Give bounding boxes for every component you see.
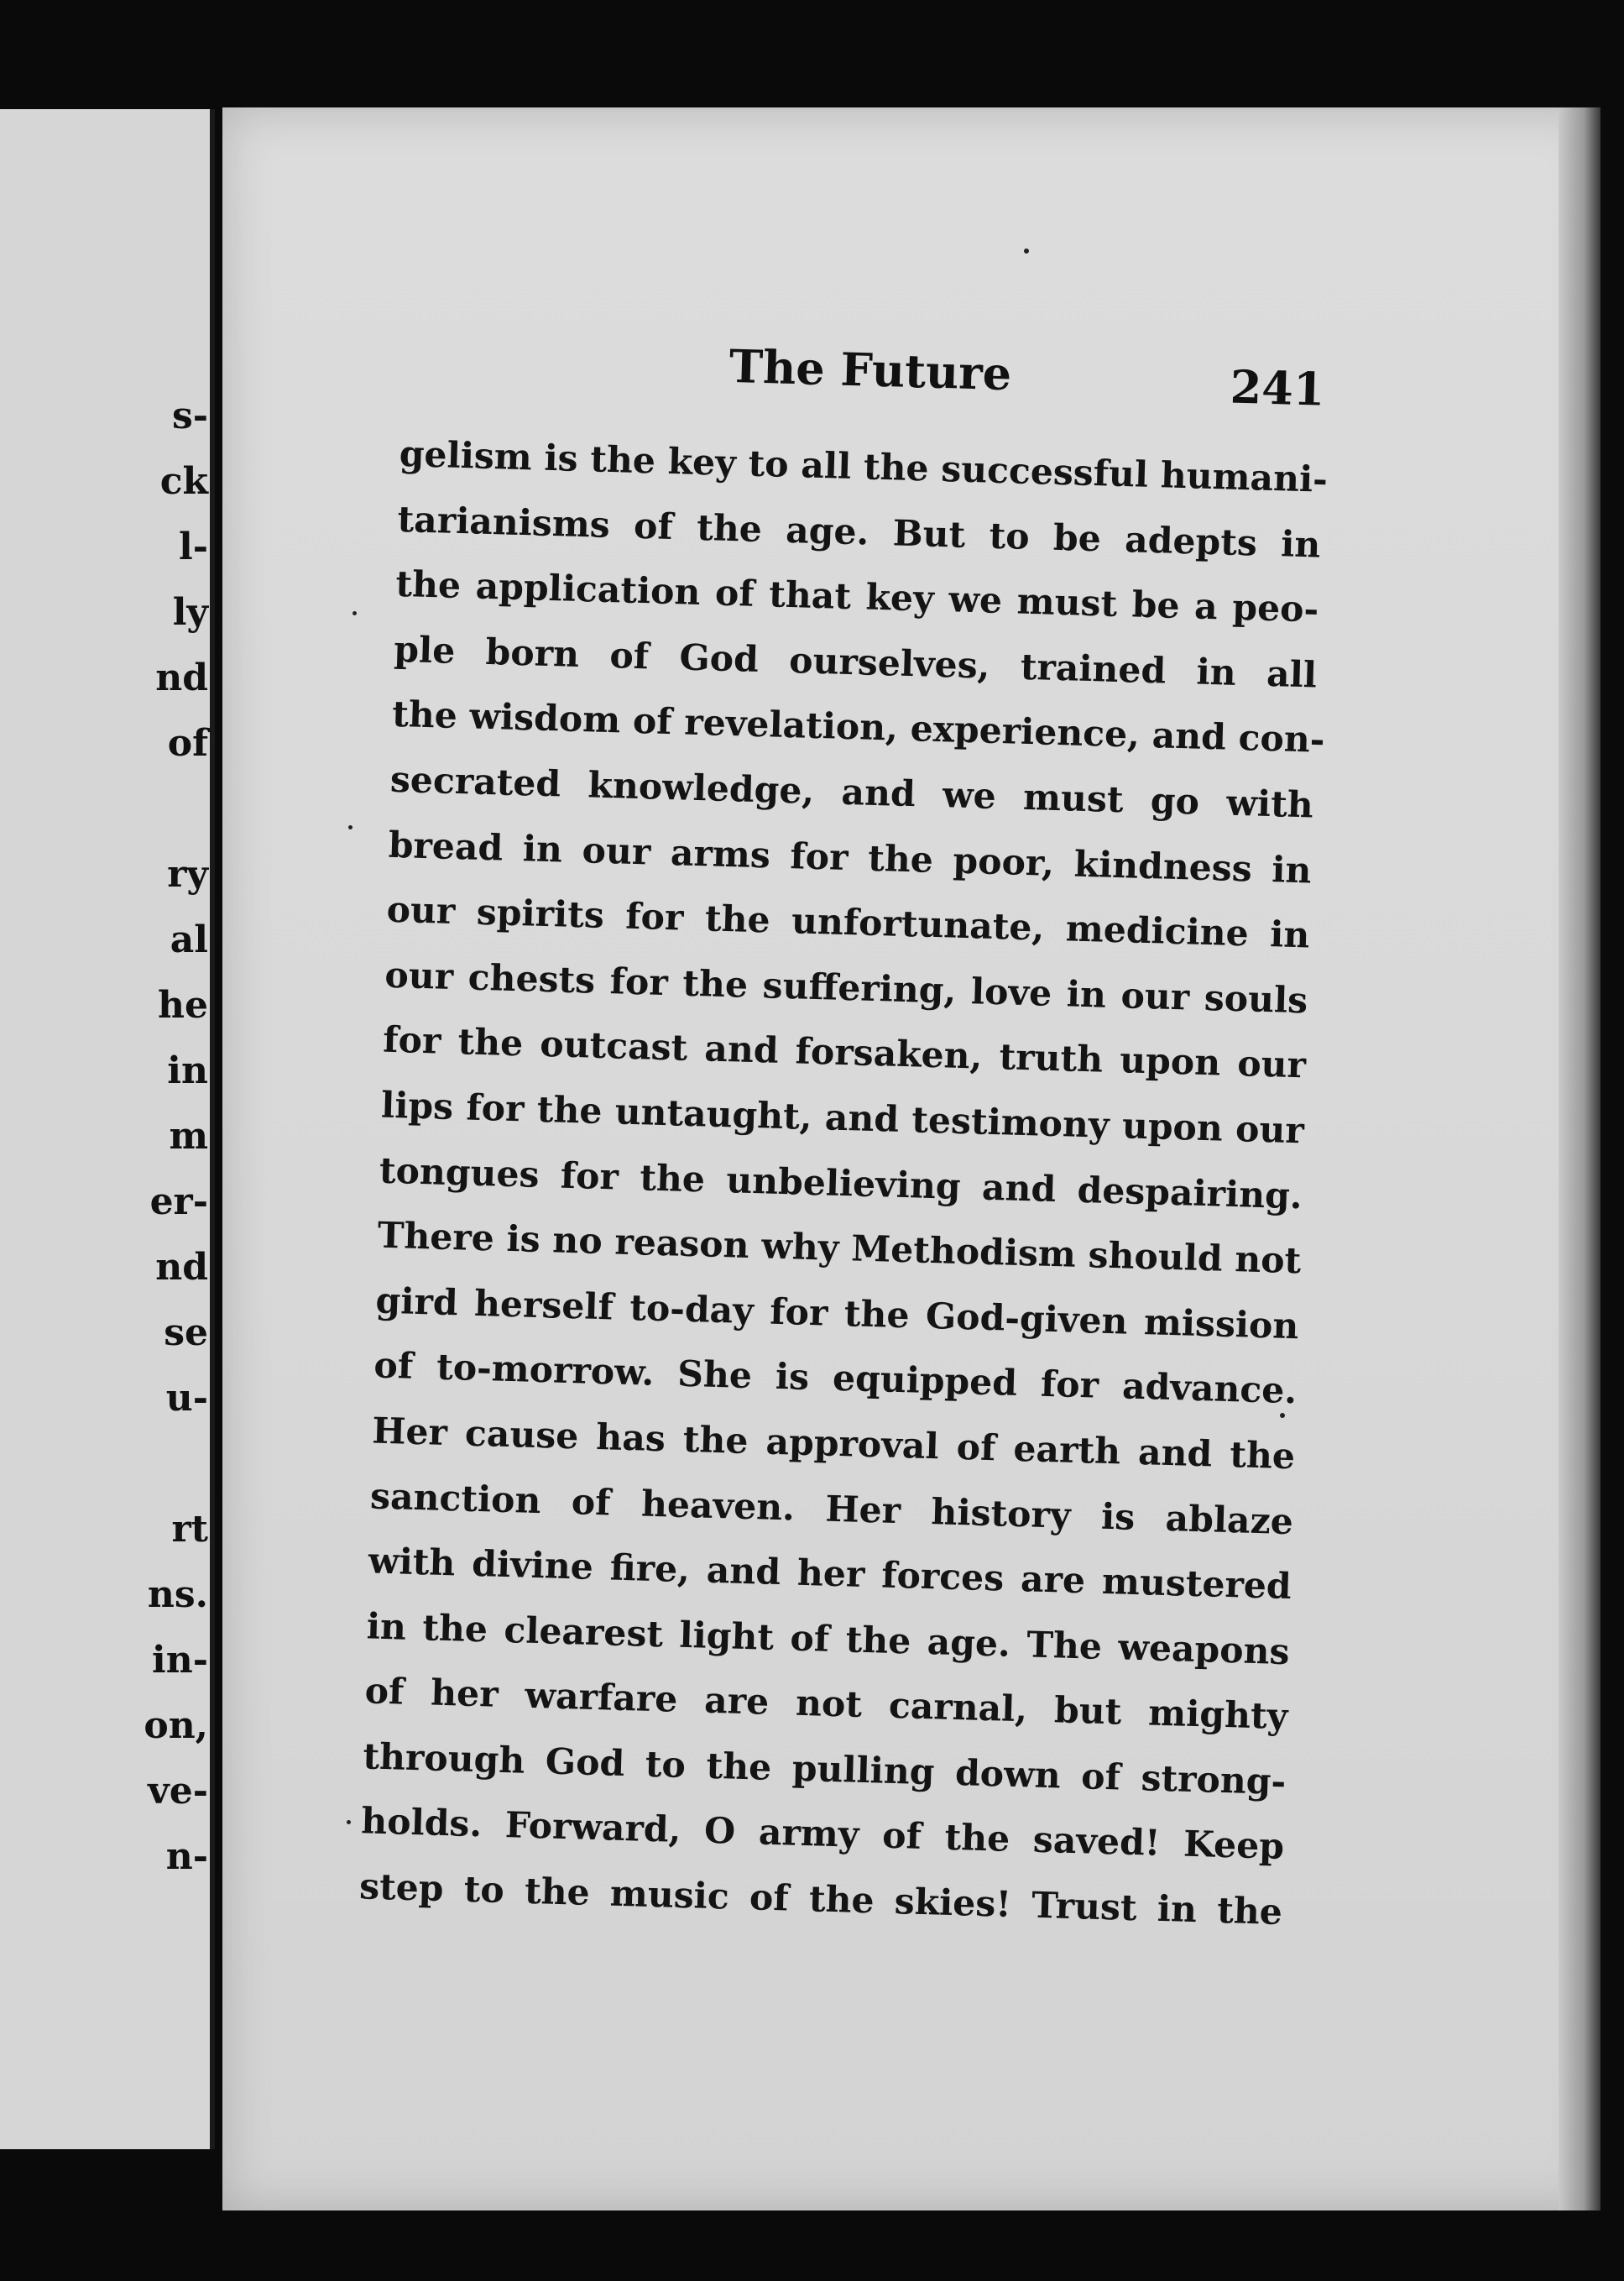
text-line: secrated knowledge, and we must go with [389,758,1314,827]
text-line: Her cause has the approval of earth and the [371,1410,1296,1478]
text-line: tongues for the unbelieving and despairing. [379,1149,1303,1217]
facing-line-fragment: nd [155,1246,208,1289]
facing-line-fragment: ns. [147,1573,208,1616]
text-line: holds. Forward, O army of the saved! Keep [360,1800,1285,1869]
page-edge [1559,107,1601,2210]
facing-line-fragment: n- [165,1835,208,1878]
facing-line-fragment: ve- [148,1770,208,1813]
text-line: step to the music of the skies! Trust in the [358,1865,1283,1934]
book-page [222,107,1601,2210]
text-line: of her warfare are not carnal, but mighty [364,1670,1288,1739]
facing-line-fragment: l- [179,526,208,568]
body-text [358,422,1329,1946]
text-line: the wisdom of revelation, experience, and con- [391,693,1326,762]
paper-speck [348,825,352,829]
facing-line-fragment: in [167,1049,208,1092]
facing-page [0,109,215,2149]
facing-page-text [0,109,210,2149]
text-line: with divine fire, and her forces are mustered [368,1540,1292,1609]
facing-line-fragment: ck [159,460,208,503]
running-title: The Future [728,338,1012,401]
paper-speck [352,611,357,615]
text-line: our chests for the suffering, love in our souls [384,954,1308,1023]
page-text-block [358,330,1329,1946]
text-line: through God to the pulling down of strong- [362,1735,1287,1803]
facing-line-fragment: ry [167,853,208,896]
facing-line-fragment: on, [144,1704,208,1747]
page-number: 241 [1229,359,1326,416]
text-line: the application of that key we must be a peo- [394,563,1319,631]
text-line: lips for the untaught, and testimony upon our [380,1084,1305,1153]
text-line: our spirits for the unfortunate, medicine in [386,888,1310,957]
paper-speck [1024,249,1029,254]
facing-line-fragment: he [158,984,208,1027]
facing-line-fragment: er- [149,1180,208,1223]
text-line: bread in our arms for the poor, kindness in [388,824,1313,892]
facing-line-fragment: s- [171,395,208,437]
facing-line-fragment: u- [165,1377,208,1420]
text-line: sanction of heaven. Her history is ablaze [369,1474,1294,1543]
facing-line-fragment: al [170,918,208,961]
text-line: ple born of God ourselves, trained in all [393,628,1318,697]
text-line: tarianisms of the age. But to be adepts in [397,498,1321,567]
facing-line-fragment: rt [171,1508,208,1551]
text-line: gird herself to-day for the God-given mission [375,1279,1299,1347]
paper-speck [347,1820,351,1824]
text-line: gelism is the key to all the successful humani- [399,432,1329,501]
text-line: for the outcast and forsaken, truth upon our [382,1019,1307,1087]
facing-line-fragment: of [167,722,208,765]
facing-line-fragment: nd [155,657,208,699]
facing-line-fragment: m [169,1115,208,1158]
facing-line-fragment: ly [172,591,208,634]
facing-line-fragment: in- [152,1639,208,1682]
text-line: There is no reason why Methodism should not [377,1214,1302,1283]
text-line: in the clearest light of the age. The weapons [366,1605,1291,1673]
facing-line-fragment: se [164,1311,208,1354]
text-line: of to-morrow. She is equipped for advance. [373,1344,1298,1413]
